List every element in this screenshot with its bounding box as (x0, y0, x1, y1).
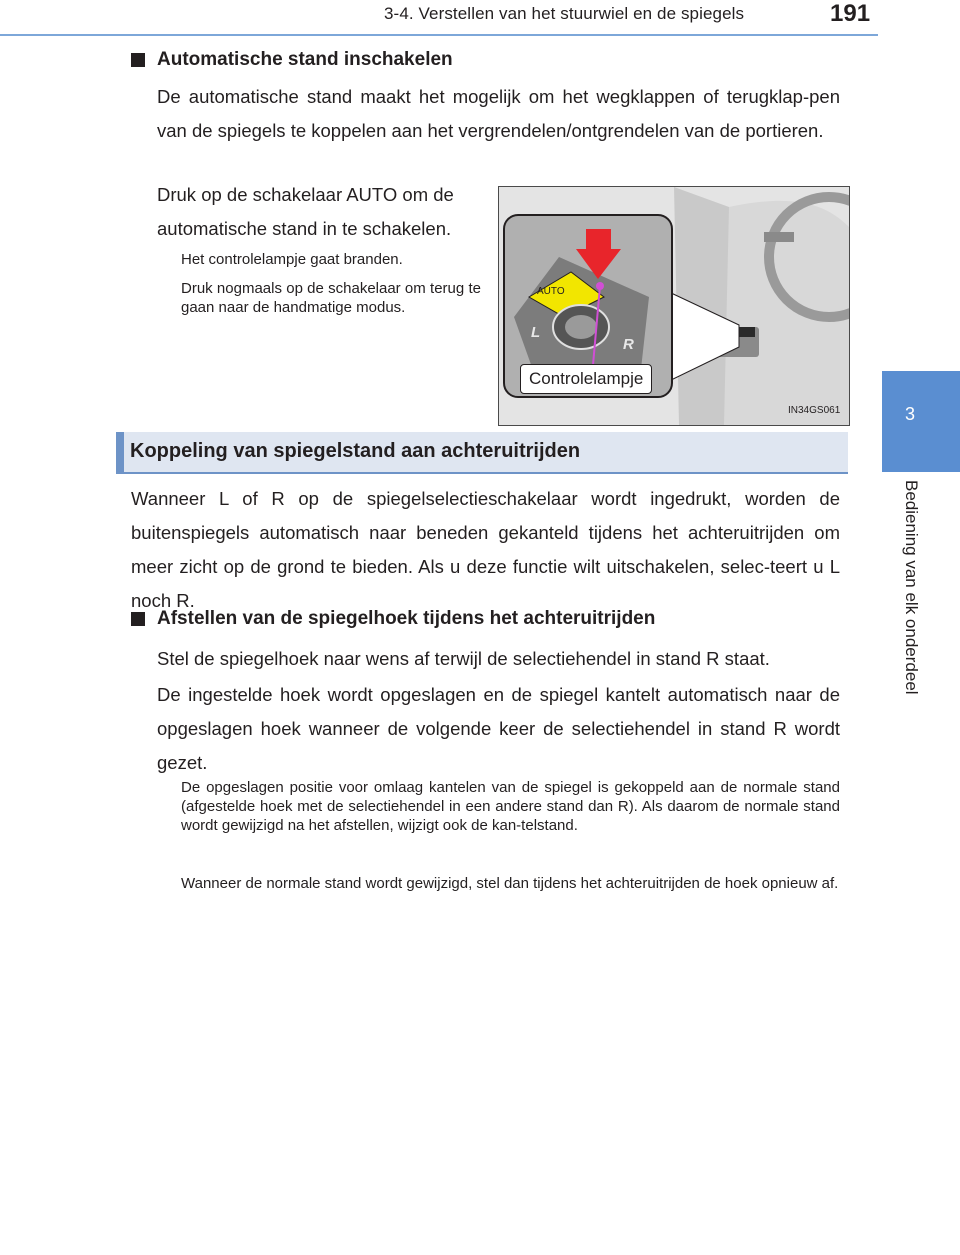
banner-accent-bar (116, 432, 124, 472)
banner-title: Koppeling van spiegelstand aan achteruitrijden (130, 440, 581, 462)
chapter-side-label (893, 480, 933, 730)
auto-heading-text: Automatische stand inschakelen (157, 49, 453, 70)
header-rule (0, 34, 878, 36)
running-header: 3-4. Verstellen van het stuurwiel en de spiegels (384, 4, 745, 23)
reverse-subheading-text: Afstellen van de spiegelhoek tijdens het achteruitrijden (157, 608, 656, 629)
knob-center (565, 315, 597, 339)
chapter-tab (882, 371, 960, 472)
reverse-subheading (131, 608, 655, 630)
auto-intro: De automatische stand maakt het mogelijk om het wegklappen of terugklap-pen van de spiegels te koppelen aan het vergrendelen/ontgrendelen van de portieren. (157, 86, 840, 141)
reverse-para-1: Stel de spiegelhoek naar wens af terwijl de selectiehendel in stand R staat. (157, 648, 770, 669)
auto-note-1: Het controlelampje gaat branden. (181, 251, 403, 268)
reverse-note-1: De opgeslagen positie voor omlaag kantelen van de spiegel is gekoppeld aan de normale stand (afgestelde hoek met de selectiehendel in een andere stand dan R). Als daarom de normale stand wordt gewijzigd na het afstellen, wijzigt ook de kan-telstand. (181, 779, 840, 834)
section-banner (116, 432, 848, 474)
chapter-title: Bediening van elk onderdeel (902, 480, 921, 695)
auto-switch-label: AUTO (537, 286, 565, 297)
mirror-switch-small (737, 327, 755, 337)
auto-heading (131, 49, 453, 71)
auto-instruction: Druk op de schakelaar AUTO om de automatische stand in te schakelen. (157, 184, 454, 239)
auto-note-2: Druk nogmaals op de schakelaar om terug te gaan naar de handmatige modus. (181, 280, 481, 316)
left-letter: L (531, 324, 541, 341)
figure-code: IN34GS061 (788, 405, 841, 416)
page-number: 191 (830, 0, 871, 27)
reverse-para-2: De ingestelde hoek wordt opgeslagen en de spiegel kantelt automatisch naar de opgeslagen hoek wanneer de volgende keer de selectiehendel in stand R wordt gezet. (157, 684, 840, 773)
chapter-number: 3 (904, 404, 915, 424)
reverse-note-2: Wanneer de normale stand wordt gewijzigd, stel dan tijdens het achteruitrijden de hoek opnieuw af. (181, 875, 839, 892)
right-letter: R (623, 336, 634, 353)
square-bullet-icon (131, 612, 145, 626)
reverse-body: Wanneer L of R op de spiegelselectieschakelaar wordt ingedrukt, worden de buitenspiegels automatisch naar beneden gekanteld tijdens het achteruitrijden om meer zicht op de grond te bieden. Als u deze functie wilt uitschakelen, selec-teert u L noch R. (131, 488, 840, 611)
air-vent (764, 232, 794, 242)
square-bullet-icon (131, 53, 145, 67)
indicator-lamp-label: Controlelampje (520, 364, 652, 394)
